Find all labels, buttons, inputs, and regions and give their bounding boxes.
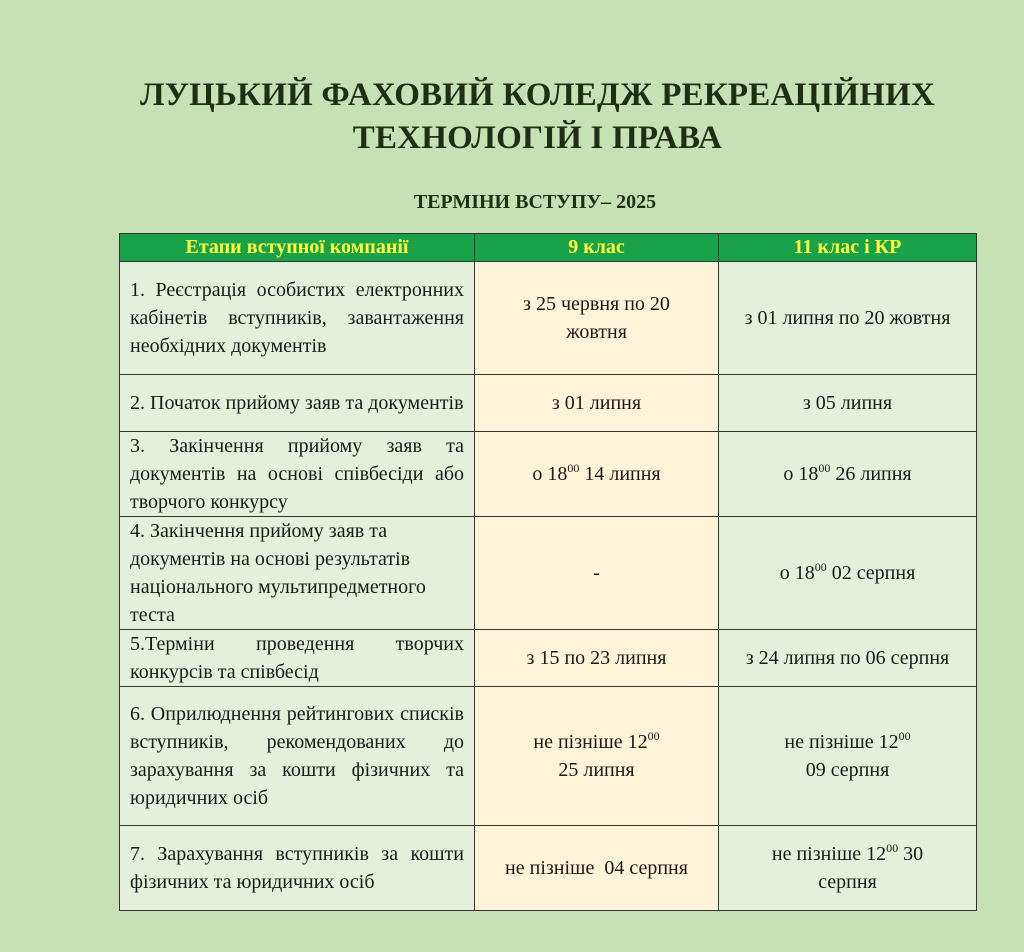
grade-9-date-cell: -	[475, 517, 719, 630]
grade-11-date-text: з 01 липня по 20 жовтня	[744, 307, 951, 329]
grade-9-date-cell: не пізніше 04 серпня	[475, 826, 719, 911]
stage-cell: 2. Початок прийому заяв та документів	[120, 375, 475, 432]
time-minutes-superscript: 00	[567, 461, 580, 475]
stage-cell: 5.Терміни проведення творчих конкурсів та співбесід	[120, 630, 475, 687]
table-row	[120, 517, 977, 630]
column-header-grade-11: 11 клас і КР	[719, 234, 977, 262]
time-hour: о 18	[779, 562, 815, 584]
date-text: 26 липня	[830, 463, 912, 485]
time-hour: не пізніше 12	[784, 731, 899, 753]
time-line	[481, 728, 712, 756]
time-hour: не пізніше 12	[533, 731, 648, 753]
grade-11-date-cell	[719, 630, 977, 687]
grade-11-date-cell	[719, 517, 977, 630]
grade-9-date-cell	[475, 687, 719, 826]
date-text: 14 липня	[579, 463, 661, 485]
table-row	[120, 262, 977, 375]
time-minutes-superscript: 00	[647, 729, 660, 743]
admission-terms-subtitle: ТЕРМІНИ ВСТУПУ– 2025	[413, 191, 657, 213]
college-title-line-2: ТЕХНОЛОГІЙ І ПРАВА	[352, 120, 723, 156]
grade-9-date-text: з 25 червня по 20 жовтня	[523, 293, 670, 343]
grade-11-date-cell	[719, 687, 977, 826]
grade-11-date-text	[725, 840, 970, 896]
date-text: 25 липня	[558, 759, 635, 781]
time-minutes-superscript: 00	[886, 841, 899, 855]
date-text: 30 серпня	[818, 843, 924, 893]
date-text: 09 серпня	[805, 759, 890, 781]
grade-9-date-cell	[475, 432, 719, 517]
column-header-stages: Етапи вступної компанії	[120, 234, 475, 262]
stage-cell: 3. Закінчення прийому заяв та документів на основі співбесіди або творчого конкурсу	[120, 432, 475, 517]
time-minutes-superscript: 00	[898, 729, 911, 743]
time-minutes-superscript: 00	[814, 560, 827, 574]
table-row	[120, 432, 977, 517]
table-row	[120, 826, 977, 911]
grade-11-date-cell	[719, 826, 977, 911]
grade-11-date-cell	[719, 262, 977, 375]
table-header-row	[120, 234, 977, 262]
time-line	[725, 728, 970, 756]
admission-schedule-table	[119, 233, 977, 911]
time-hour: не пізніше 12	[771, 843, 887, 865]
grade-11-date-text: з 24 липня по 06 серпня	[745, 647, 950, 669]
stage-cell: 1. Реєстрація особистих електронних кабінетів вступників, завантаження необхідних документів	[120, 262, 475, 375]
grade-11-date-cell: з 05 липня	[719, 375, 977, 432]
time-minutes-superscript: 00	[818, 461, 831, 475]
date-text: 02 серпня	[826, 562, 916, 584]
table-row	[120, 687, 977, 826]
time-hour: о 18	[783, 463, 819, 485]
stage-cell: 7. Зарахування вступників за кошти фізичних та юридичних осіб	[120, 826, 475, 911]
grade-9-date-cell: з 15 по 23 липня	[475, 630, 719, 687]
grade-9-date-cell	[475, 262, 719, 375]
table-row	[120, 630, 977, 687]
column-header-grade-9: 9 клас	[475, 234, 719, 262]
grade-9-date-cell: з 01 липня	[475, 375, 719, 432]
table-row	[120, 375, 977, 432]
stage-cell: 6. Оприлюднення рейтингових списків вступників, рекомендованих до зарахування за кошти фізичних та юридичних осіб	[120, 687, 475, 826]
time-hour: о 18	[532, 463, 568, 485]
college-title-line-1: ЛУЦЬКИЙ ФАХОВИЙ КОЛЕДЖ РЕКРЕАЦІЙНИХ	[139, 77, 936, 113]
grade-11-date-cell	[719, 432, 977, 517]
college-title	[0, 74, 1024, 160]
stage-cell: 4. Закінчення прийому заяв та документів на основі результатів національного мультипредметного теста	[120, 517, 475, 630]
